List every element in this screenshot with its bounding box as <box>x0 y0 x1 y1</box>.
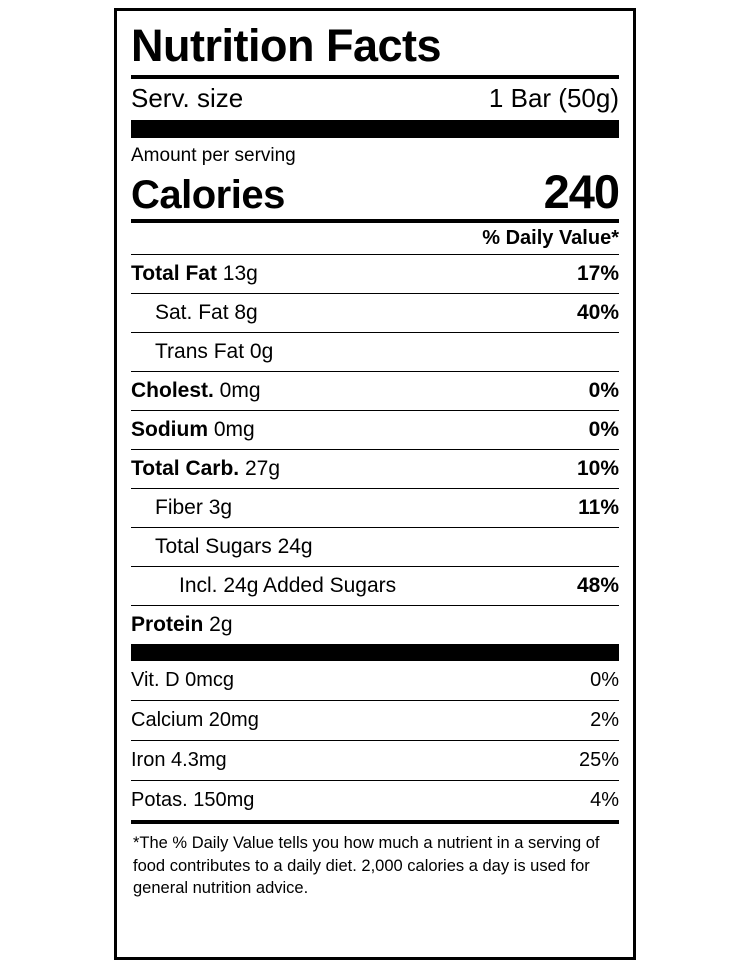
vitamin-name: Iron 4.3mg <box>131 749 227 772</box>
vitamin-name: Calcium 20mg <box>131 709 259 732</box>
nutrient-row-sodium <box>131 411 619 450</box>
nutrient-row-total-sugars <box>131 528 619 567</box>
nutrient-dv: 17% <box>576 262 619 286</box>
nutrient-amount: 8g <box>228 301 258 325</box>
nutrient-dv: 10% <box>576 457 619 481</box>
serving-size-value: 1 Bar (50g) <box>488 82 619 113</box>
nutrient-row-total-fat <box>131 255 619 294</box>
vitamin-dv: 2% <box>590 709 619 732</box>
vitamin-name: Potas. 150mg <box>131 789 255 812</box>
vitamin-dv: 4% <box>590 789 619 812</box>
nutrient-dv: 48% <box>576 574 619 598</box>
nutrient-name: Cholest. <box>131 379 214 403</box>
nutrient-name: Sat. Fat <box>155 301 229 325</box>
nutrient-amount: 13g <box>216 262 258 286</box>
vitamin-dv: 25% <box>578 749 619 772</box>
nutrient-row-total-carb <box>131 450 619 489</box>
nutrient-row-added-sugars <box>131 567 619 606</box>
nutrient-name: Total Sugars <box>155 535 272 559</box>
vitamin-dv: 0% <box>590 669 619 692</box>
serving-size-row <box>131 79 619 121</box>
nutrient-name: Incl. 24g Added Sugars <box>179 574 397 598</box>
nutrient-row-sat-fat <box>131 294 619 333</box>
nutrient-amount: 0g <box>244 340 274 364</box>
serving-size-label: Serv. size <box>131 82 244 113</box>
nutrient-amount: 27g <box>239 457 280 481</box>
nutrient-name: Trans Fat <box>155 340 245 364</box>
nutrient-row-fiber <box>131 489 619 528</box>
divider-thick-bottom <box>131 644 619 661</box>
vitamin-row-iron <box>131 741 619 781</box>
nutrient-amount: 0mg <box>213 379 261 403</box>
nutrient-dv: 0% <box>588 379 619 403</box>
nutrient-dv: 40% <box>576 301 619 325</box>
calories-label: Calories <box>131 173 285 218</box>
calories-row <box>131 164 619 223</box>
nutrition-facts-panel <box>114 8 636 960</box>
calories-value: 240 <box>543 164 619 218</box>
nutrient-row-protein <box>131 606 619 644</box>
nutrient-row-cholesterol <box>131 372 619 411</box>
nutrient-amount: 0mg <box>208 418 255 442</box>
nutrient-dv: 11% <box>578 496 619 520</box>
nutrient-name: Fiber <box>155 496 203 520</box>
nutrient-name: Protein <box>131 613 204 637</box>
nutrient-amount: 3g <box>202 496 233 520</box>
daily-value-footnote: *The % Daily Value tells you how much a nutrient in a serving of food contributes to a daily diet. 2,000 calories a day is used for general nutrition advice. <box>133 834 600 897</box>
divider-thick-top <box>131 121 619 138</box>
nutrient-dv: 0% <box>588 418 619 442</box>
amount-per-serving-label: Amount per serving <box>131 144 296 166</box>
vitamin-row-potassium <box>131 781 619 824</box>
nutrient-name: Sodium <box>131 418 208 442</box>
vitamin-row-vitamin-d <box>131 661 619 701</box>
page-title: Nutrition Facts <box>131 11 619 79</box>
nutrient-amount: 2g <box>203 613 233 637</box>
nutrient-row-trans-fat <box>131 333 619 372</box>
nutrient-name: Total Carb. <box>131 457 240 481</box>
daily-value-header: % Daily Value* <box>131 223 619 255</box>
vitamin-name: Vit. D 0mcg <box>131 669 234 692</box>
nutrient-amount: 24g <box>271 535 313 559</box>
nutrient-name: Total Fat <box>131 262 217 286</box>
vitamin-row-calcium <box>131 701 619 741</box>
